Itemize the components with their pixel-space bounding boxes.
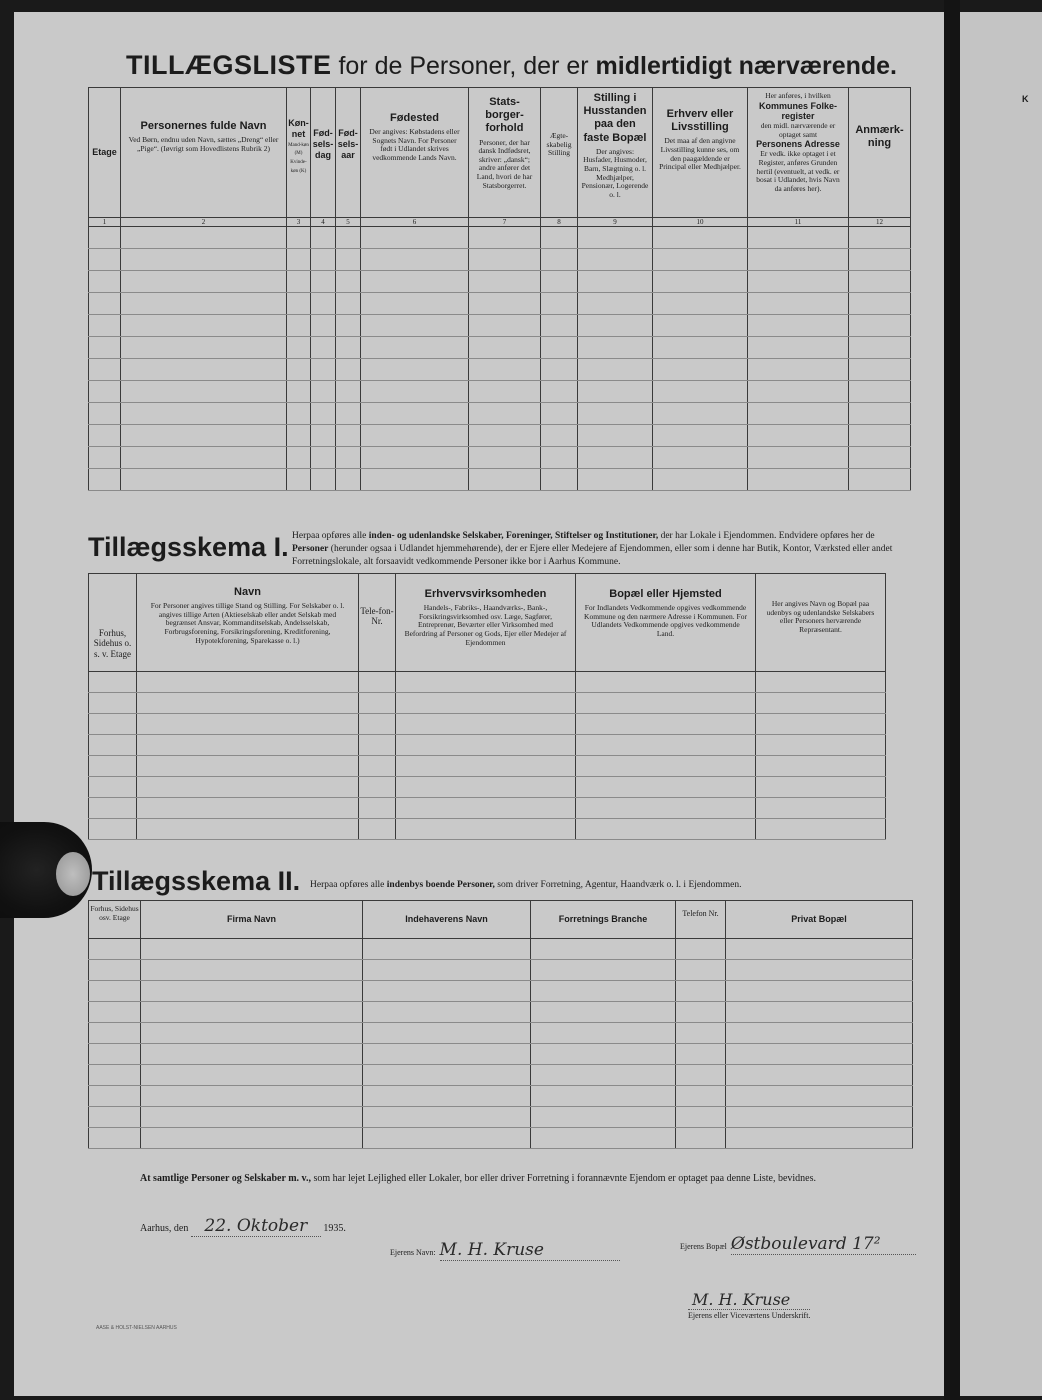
table-row[interactable] (89, 1002, 913, 1023)
col-statsborger: Stats-borger-forhold Personer, der har dansk Indfødsret, skriver: „dansk“; andre anfører det Land, hvori de har Statsborgerret. (469, 88, 541, 218)
owner-name-line: Ejerens Navn: M. H. Kruse (390, 1240, 620, 1261)
handwritten-owner-name: M. H. Kruse (440, 1240, 620, 1261)
table-row[interactable] (89, 1044, 913, 1065)
skema2-description: Herpaa opføres alle indenbys boende Personer, som driver Forretning, Agentur, Haandværk o. l. i Ejendommen. (310, 880, 742, 890)
thumb-tip (56, 852, 90, 896)
col-kon: Køn-net Mand-køn (M) Kvinde-køn (K) (287, 88, 311, 218)
s2-col-branche: Forretnings Branche (531, 901, 676, 939)
table-row[interactable] (89, 798, 886, 819)
table-row[interactable] (89, 447, 911, 469)
col-erhverv: Erhverv eller Livsstilling Det maa af den angivne Livsstilling kunne ses, om den paagældende er Principal eller Medhjælper. (653, 88, 748, 218)
s1-col-repraesentant: Her angives Navn og Bopæl paa udenbys og udenlandske Selskabers eller Personers herværende Repræsentant. (756, 574, 886, 672)
table-row[interactable] (89, 227, 911, 249)
handwritten-owner-address: Østboulevard 17² (731, 1234, 916, 1255)
col-folkeregister: Her anføres, i hvilken Kommunes Folke-register den midl. nærværende er optaget samt Personens Adresse Er vedk. ikke optaget i et Register, anføres Grunden hertil (eventuelt, at vedk. er bosat i Udlandet, hvis Navn da anføres her). (748, 88, 849, 218)
col-fodselsdag: Fød-sels-dag (311, 88, 336, 218)
skema2-body (89, 939, 913, 1149)
table-row[interactable] (89, 819, 886, 840)
col-aegteskab: Ægte-skabelig Stilling (541, 88, 578, 218)
handwritten-signature: M. H. Kruse (692, 1290, 791, 1309)
table-row[interactable] (89, 777, 886, 798)
table-row[interactable] (89, 756, 886, 777)
right-page-fragment: K (1022, 94, 1029, 104)
table-row[interactable] (89, 1086, 913, 1107)
s2-col-firma: Firma Navn (141, 901, 363, 939)
skema1-title: Tillægsskema I. (88, 532, 289, 562)
s1-col-etage: Forhus, Sidehus o. s. v. Etage (89, 574, 137, 672)
list-header-row (89, 88, 911, 218)
skema2-table (88, 900, 913, 1149)
skema2-title: Tillægsskema II. (92, 866, 301, 896)
page-gutter (944, 0, 960, 1400)
table-row[interactable] (89, 981, 913, 1002)
list-colnum-row: 1 2 3 4 5 6 7 8 9 10 11 12 (89, 218, 911, 227)
col-anmaerkning: Anmærk-ning (849, 88, 911, 218)
place-date-line: Aarhus, den 22. Oktober 1935. (140, 1216, 346, 1236)
table-row[interactable] (89, 469, 911, 491)
s2-col-indehaver: Indehaverens Navn (363, 901, 531, 939)
table-row[interactable] (89, 693, 886, 714)
signature-block: M. H. Kruse Ejerens eller Viceværtens Underskrift. (688, 1290, 811, 1320)
table-row[interactable] (89, 249, 911, 271)
col-navn: Personernes fulde Navn Ved Børn, endnu uden Navn, sættes „Dreng“ eller „Pige“. (Iøvrigt som Hovedlistens Rubrik 2) (121, 88, 287, 218)
title-mid: for de Personer, der er (338, 52, 589, 80)
owner-address-line: Ejerens Bopæl Østboulevard 17² (680, 1234, 916, 1255)
skema1-table (88, 573, 886, 840)
table-row[interactable] (89, 315, 911, 337)
skema1-body (89, 672, 886, 840)
table-row[interactable] (89, 1128, 913, 1149)
table-row[interactable] (89, 714, 886, 735)
list-body (89, 227, 911, 491)
tillaegsliste-table (88, 87, 911, 491)
col-etage: Etage (89, 88, 121, 218)
col-stilling: Stilling i Husstanden paa den faste Bopæl Der angives: Husfader, Husmoder, Barn, Slægtning o. l. Medhjælper, Pensionær, Logerende o. l. (578, 88, 653, 218)
s1-col-telefon: Tele-fon-Nr. (359, 574, 396, 672)
table-row[interactable] (89, 381, 911, 403)
s2-col-telefon: Telefon Nr. (676, 901, 726, 939)
page-title (126, 50, 897, 81)
table-row[interactable] (89, 425, 911, 447)
table-row[interactable] (89, 1107, 913, 1128)
table-row[interactable] (89, 960, 913, 981)
s2-col-privat-bopael: Privat Bopæl (726, 901, 913, 939)
skema1-description: Herpaa opføres alle inden- og udenlandske Selskaber, Foreninger, Stiftelser og Institutioner, der har Lokale i Ejendommen. Endvidere opføres her de Personer (herunder ogsaa i Udlandet hjemmehørende), der er Ejere eller Medejere af Ejendommen, eller som i denne har Butik, Kontor, Værksted eller andet Forretningslokale, alt forsaavidt vedkommende Personer ikke bor i Aarhus Kommune. (292, 531, 893, 567)
table-row[interactable] (89, 359, 911, 381)
printer-imprint: AASE & HOLST-NIELSEN AARHUS (96, 1325, 177, 1331)
table-row[interactable] (89, 337, 911, 359)
certification-text: At samtlige Personer og Selskaber m. v., som har lejet Lejlighed eller Lokaler, bor eller driver Forretning i forannævnte Ejendom er optaget paa denne Liste, bevidnes. (140, 1173, 816, 1184)
s1-col-bopael: Bopæl eller Hjemsted For Indlandets Vedkommende opgives vedkommende Kommune og den nærmere Adresse i Kommunen. For Udlandets Vedkommende opgives vedkommende Land. (576, 574, 756, 672)
handwritten-date: 22. Oktober (191, 1216, 321, 1237)
s1-col-navn: Navn For Personer angives tillige Stand og Stilling. For Selskaber o. l. angives tillige Arten (Aktieselskab eller andet Selskab med begrænset Ansvar, Kommanditselskab, Andelsselskab, Forbrugsforening, Forsikringsforening, Kreditforening, Hypotekforening, Sparekasse o. l.) (137, 574, 359, 672)
skema1-header-row (89, 574, 886, 672)
title-bold: midlertidigt nærværende. (595, 52, 897, 80)
col-fodselsaar: Fød-sels-aar (336, 88, 361, 218)
skema2-header-row (89, 901, 913, 939)
s1-col-erhverv: Erhvervsvirksomheden Handels-, Fabriks-, Haandværks-, Bank-, Forsikringsvirksomhed osv. Læge, Sagfører, Entreprenør, Beværter eller Virksomhed med Befordring af Personer og Gods, Ejer eller Medejer af Ejendommen (396, 574, 576, 672)
table-row[interactable] (89, 403, 911, 425)
table-row[interactable] (89, 271, 911, 293)
table-row[interactable] (89, 1065, 913, 1086)
right-page (960, 12, 1042, 1396)
col-fodested: Fødested Der angives: Købstadens eller Sognets Navn. For Personer født i Udlandet skrives vedkommende Lands Navn. (361, 88, 469, 218)
s2-col-etage: Forhus, Sidehus osv. Etage (89, 901, 141, 939)
table-row[interactable] (89, 735, 886, 756)
table-row[interactable] (89, 1023, 913, 1044)
table-row[interactable] (89, 672, 886, 693)
table-row[interactable] (89, 293, 911, 315)
table-row[interactable] (89, 939, 913, 960)
title-big: TILLÆGSLISTE (126, 50, 332, 80)
